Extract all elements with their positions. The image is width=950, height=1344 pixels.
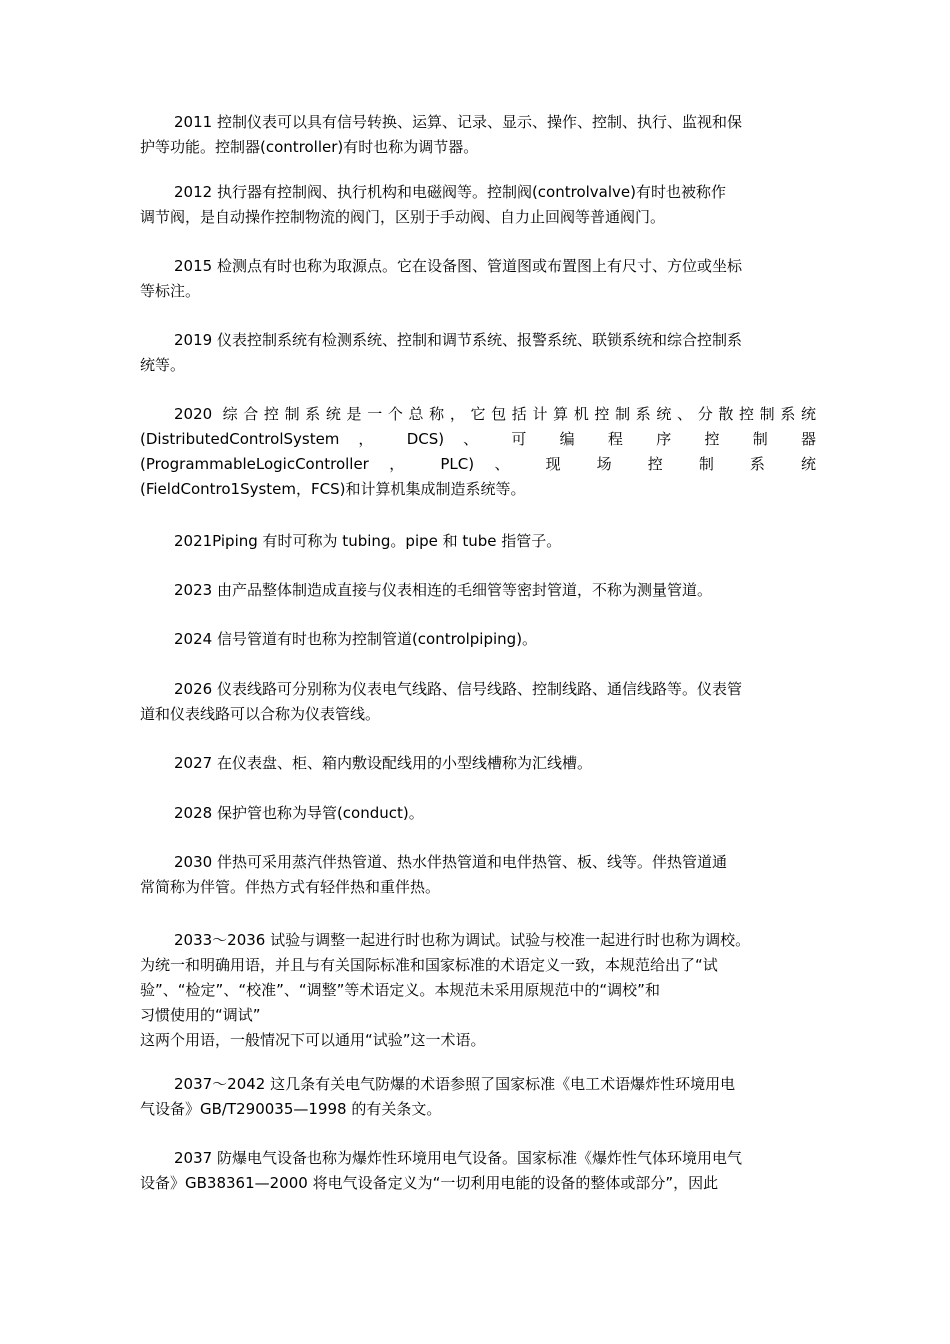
paragraph-2011	[140, 110, 816, 160]
paragraph-2037	[140, 1146, 816, 1196]
paragraph-line: 设备》GB38361—2000 将电气设备定义为“一切利用电能的设备的整体或部分”，因此	[140, 1174, 719, 1192]
paragraph-line: 统等。	[140, 356, 186, 374]
paragraph-line: 2028 保护管也称为导管(conduct)。	[174, 804, 424, 822]
paragraph-line: 气设备》GB/T290035—1998 的有关条文。	[140, 1100, 442, 1118]
paragraph-line: 2026 仪表线路可分别称为仪表电气线路、信号线路、控制线路、通信线路等。仪表管	[174, 680, 742, 698]
paragraph-2026	[140, 677, 816, 727]
paragraph-line: 验”、“检定”、“校准”、“调整”等术语定义。本规范未采用原规范中的“调校”和	[140, 981, 660, 999]
paragraph-line: 道和仪表线路可以合称为仪表管线。	[140, 705, 381, 723]
paragraph-line: 2037 防爆电气设备也称为爆炸性环境用电气设备。国家标准《爆炸性气体环境用电气	[174, 1149, 742, 1167]
paragraph-line: (DistributedControlSystem ， DCS) 、 可 编 程 序 控 制 器	[140, 430, 816, 448]
paragraph-line: 2021Piping 有时可称为 tubing。pipe 和 tube 指管子。	[174, 532, 562, 550]
paragraph-line: 为统一和明确用语，并且与有关国际标准和国家标准的术语定义一致，本规范给出了“试	[140, 956, 718, 974]
paragraph-line: 2012 执行器有控制阀、执行机构和电磁阀等。控制阀(controlvalve)有时也被称作	[174, 183, 726, 201]
paragraph-line: 2024 信号管道有时也称为控制管道(controlpiping)。	[174, 630, 538, 648]
paragraph-2028	[140, 801, 816, 826]
paragraph-line: 2023 由产品整体制造成直接与仪表相连的毛细管等密封管道，不称为测量管道。	[174, 581, 712, 599]
paragraph-2015	[140, 254, 816, 304]
paragraph-line: (ProgrammableLogicController ， PLC) 、 现 场 控 制 系 统	[140, 455, 816, 473]
paragraph-line: 2020 综合控制系统是一个总称，它包括计算机控制系统、分散控制系统	[174, 405, 816, 423]
paragraph-line: 常简称为伴管。伴热方式有轻伴热和重伴热。	[140, 878, 441, 896]
paragraph-2019	[140, 328, 816, 378]
paragraph-line: 2033～2036 试验与调整一起进行时也称为调试。试验与校准一起进行时也称为调校。	[174, 931, 751, 949]
paragraph-line: 这两个用语，一般情况下可以通用“试验”这一术语。	[140, 1031, 486, 1049]
paragraph-line: (FieldContro1System，FCS)和计算机集成制造系统等。	[140, 480, 526, 498]
paragraph-2030	[140, 850, 816, 900]
paragraph-2037-2042	[140, 1072, 816, 1122]
paragraph-line: 2027 在仪表盘、柜、箱内敷设配线用的小型线槽称为汇线槽。	[174, 754, 592, 772]
paragraph-line: 护等功能。控制器(controller)有时也称为调节器。	[140, 138, 479, 156]
paragraph-2023	[140, 578, 816, 603]
paragraph-line: 2030 伴热可采用蒸汽伴热管道、热水伴热管道和电伴热管、板、线等。伴热管道通	[174, 853, 727, 871]
paragraph-line: 2037～2042 这几条有关电气防爆的术语参照了国家标准《电工术语爆炸性环境用电	[174, 1075, 736, 1093]
paragraph-line: 2019 仪表控制系统有检测系统、控制和调节系统、报警系统、联锁系统和综合控制系	[174, 331, 742, 349]
paragraph-line: 等标注。	[140, 282, 201, 300]
paragraph-2033-2036	[140, 928, 840, 1053]
paragraph-2027	[140, 751, 816, 776]
paragraph-line: 2015 检测点有时也称为取源点。它在设备图、管道图或布置图上有尺寸、方位或坐标	[174, 257, 742, 275]
paragraph-2024	[140, 627, 816, 652]
paragraph-line: 调节阀，是自动操作控制物流的阀门，区别于手动阀、自力止回阀等普通阀门。	[140, 208, 666, 226]
paragraph-line: 习惯使用的“调试”	[140, 1006, 261, 1024]
paragraph-2012	[140, 180, 816, 230]
paragraph-2021	[140, 529, 816, 554]
paragraph-line: 2011 控制仪表可以具有信号转换、运算、记录、显示、操作、控制、执行、监视和保	[174, 113, 742, 131]
paragraph-2020	[140, 402, 816, 502]
